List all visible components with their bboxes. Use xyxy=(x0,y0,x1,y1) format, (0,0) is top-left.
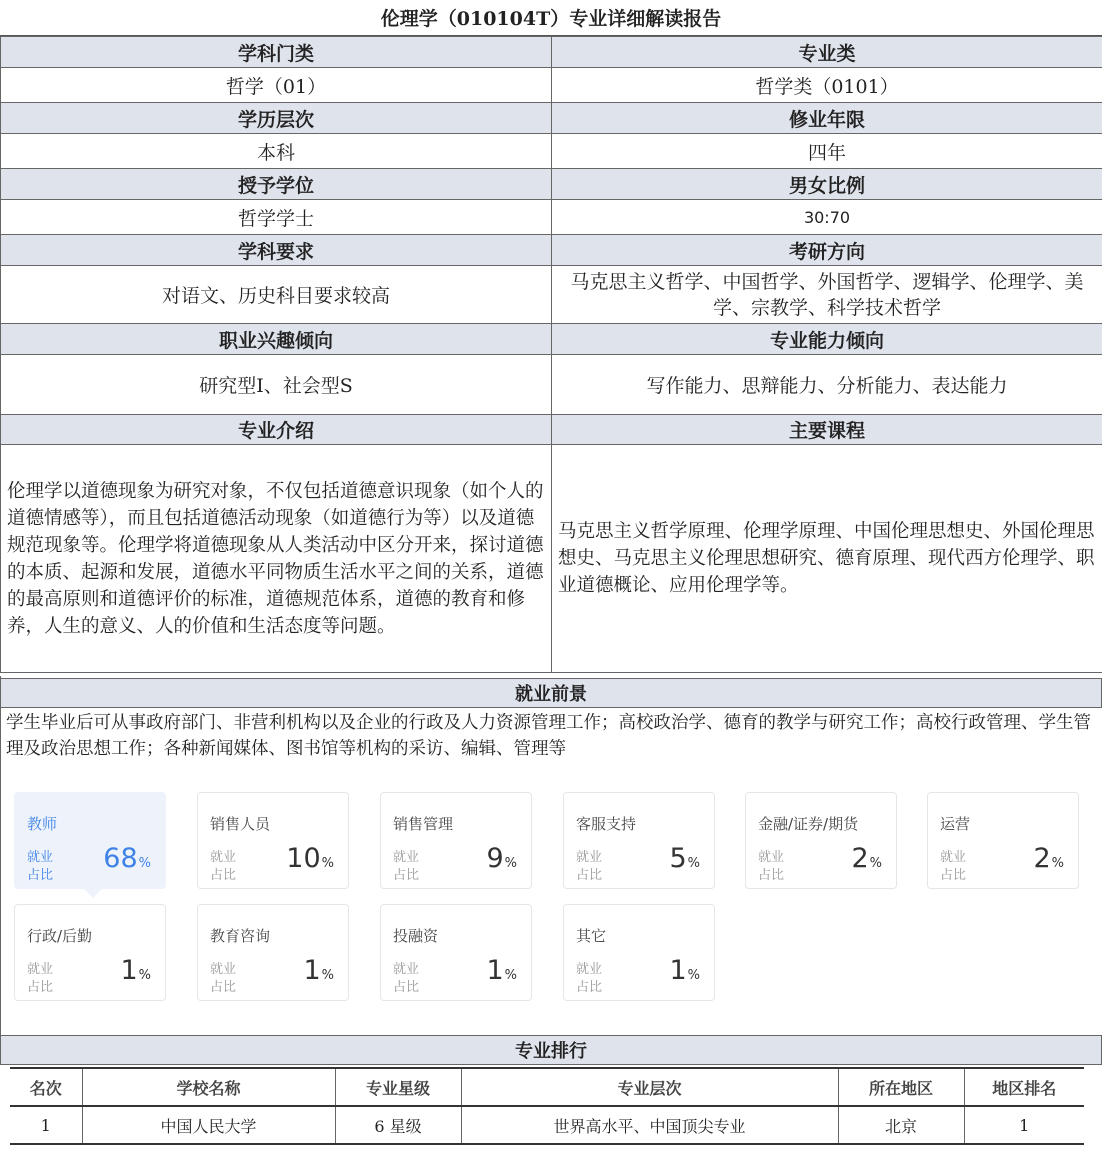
job-card-label-line2: 占比 xyxy=(393,980,420,995)
degree-value: 哲学学士 xyxy=(1,200,552,235)
years-value: 四年 xyxy=(552,134,1102,169)
job-card-label xyxy=(210,849,250,885)
job-card[interactable] xyxy=(927,792,1079,889)
job-card-label-line1: 就业 xyxy=(940,850,967,865)
subject-requirement-label: 学科要求 xyxy=(1,235,552,266)
major-info-table xyxy=(0,36,1102,673)
job-card-name: 金融/证券/期货 xyxy=(758,815,859,833)
interest-label: 职业兴趣倾向 xyxy=(1,324,552,355)
job-card-label xyxy=(576,961,616,997)
job-card-percent-unit: % xyxy=(1051,856,1064,871)
job-card[interactable] xyxy=(380,792,532,889)
job-card-percent xyxy=(851,843,882,874)
level-value: 本科 xyxy=(1,134,552,169)
tier-cell: 世界高水平、中国顶尖专业 xyxy=(461,1106,838,1144)
category-label: 学科门类 xyxy=(1,37,552,68)
job-card-percent xyxy=(486,843,517,874)
job-card-label xyxy=(27,849,67,885)
intro-text: 伦理学以道德现象为研究对象，不仅包括道德意识现象（如个人的道德情感等），而且包括道德活动现象（如道德行为等）以及道德规范现象等。伦理学将道德现象从人类活动中区分开来，探讨道德的本质、起源和发展，道德水平同物质生活水平之间的关系，道德的最高原则和道德评价的标准，道德规范体系，道德的教育和修养，人生的意义、人的价值和生活态度等问题。 xyxy=(1,445,552,673)
job-card-label-line1: 就业 xyxy=(210,850,237,865)
courses-text: 马克思主义哲学原理、伦理学原理、中国伦理思想史、外国伦理思想史、马克思主义伦理思想研究、德育原理、现代西方伦理学、职业道德概论、应用伦理学等。 xyxy=(552,445,1102,673)
graduate-direction-label: 考研方向 xyxy=(552,235,1102,266)
job-card-percent-value: 1 xyxy=(669,955,687,986)
job-card-percent-unit: % xyxy=(869,856,882,871)
job-card-label-line2: 占比 xyxy=(393,868,420,883)
report-title: 伦理学（010104T）专业详细解读报告 xyxy=(0,0,1102,36)
job-distribution-cards xyxy=(14,792,1094,1004)
graduate-direction-value: 马克思主义哲学、中国哲学、外国哲学、逻辑学、伦理学、美学、宗教学、科学技术哲学 xyxy=(552,266,1102,324)
job-card-percent-unit: % xyxy=(687,968,700,983)
category-value: 哲学（01） xyxy=(1,68,552,103)
ability-value: 写作能力、思辩能力、分析能力、表达能力 xyxy=(552,355,1102,415)
job-card-name: 运营 xyxy=(940,815,971,833)
job-card-label xyxy=(393,849,433,885)
level-label: 学历层次 xyxy=(1,103,552,134)
job-card-label xyxy=(758,849,798,885)
job-card-percent-unit: % xyxy=(504,968,517,983)
job-card-label-line1: 就业 xyxy=(393,850,420,865)
jobs-description: 学生毕业后可从事政府部门、非营利机构以及企业的行政及人力资源管理工作；高校政治学、德育的教学与研究工作；高校行政管理、学生管理及政治思想工作；各种新闻媒体、图书馆等机构的采访、编辑、管理等 xyxy=(6,713,1091,759)
job-card-label-line1: 就业 xyxy=(27,850,54,865)
column-header-school: 学校名称 xyxy=(82,1068,335,1106)
job-card-name: 其它 xyxy=(576,927,607,945)
job-card-label-line1: 就业 xyxy=(576,850,603,865)
ratio-label: 男女比例 xyxy=(552,169,1102,200)
subject-requirement-value: 对语文、历史科目要求较高 xyxy=(1,266,552,324)
job-card-name: 教育咨询 xyxy=(210,927,271,945)
job-card-percent xyxy=(286,843,334,874)
job-card-percent-value: 68 xyxy=(103,843,138,874)
job-card-percent-unit: % xyxy=(687,856,700,871)
region-cell: 北京 xyxy=(838,1106,964,1144)
job-card-percent-unit: % xyxy=(321,856,334,871)
ratio-value: 30:70 xyxy=(552,200,1102,235)
job-card-percent-value: 2 xyxy=(1033,843,1051,874)
job-card-percent-unit: % xyxy=(138,856,151,871)
job-card-percent-value: 1 xyxy=(303,955,321,986)
column-header-tier: 专业层次 xyxy=(461,1068,838,1106)
stars-cell: 6 星级 xyxy=(335,1106,461,1144)
job-card-percent xyxy=(669,955,700,986)
job-card[interactable] xyxy=(14,792,166,889)
job-card-label-line2: 占比 xyxy=(758,868,785,883)
job-card-percent-unit: % xyxy=(321,968,334,983)
job-card-label-line2: 占比 xyxy=(27,868,54,883)
job-card-label-line1: 就业 xyxy=(27,962,54,977)
job-card[interactable] xyxy=(745,792,897,889)
job-card-percent xyxy=(120,955,151,986)
job-card[interactable] xyxy=(563,904,715,1001)
ability-label: 专业能力倾向 xyxy=(552,324,1102,355)
job-card-label-line1: 就业 xyxy=(576,962,603,977)
job-card-label xyxy=(27,961,67,997)
job-card-label xyxy=(393,961,433,997)
job-card-percent xyxy=(669,843,700,874)
job-card-label xyxy=(210,961,250,997)
class-label: 专业类 xyxy=(552,37,1102,68)
column-header-region-rank: 地区排名 xyxy=(964,1068,1084,1106)
active-card-pointer xyxy=(83,888,103,898)
job-card-percent-value: 2 xyxy=(851,843,869,874)
job-card-label-line2: 占比 xyxy=(210,868,237,883)
column-header-region: 所在地区 xyxy=(838,1068,964,1106)
column-header-rank: 名次 xyxy=(10,1068,82,1106)
job-card-name: 销售人员 xyxy=(210,815,271,833)
job-card-label-line1: 就业 xyxy=(758,850,785,865)
job-card-name: 客服支持 xyxy=(576,815,637,833)
job-card[interactable] xyxy=(14,904,166,1001)
job-card[interactable] xyxy=(380,904,532,1001)
job-card-percent xyxy=(1033,843,1064,874)
job-card[interactable] xyxy=(197,792,349,889)
job-card-name: 投融资 xyxy=(393,927,439,945)
ranking-section-title: 专业排行 xyxy=(0,1035,1102,1065)
jobs-section-title: 就业前景 xyxy=(0,678,1102,708)
column-header-stars: 专业星级 xyxy=(335,1068,461,1106)
job-card-label-line2: 占比 xyxy=(27,980,54,995)
job-card-percent xyxy=(303,955,334,986)
job-card-percent xyxy=(486,955,517,986)
courses-label: 主要课程 xyxy=(552,415,1102,445)
school-cell: 中国人民大学 xyxy=(82,1106,335,1144)
job-card-name: 行政/后勤 xyxy=(27,927,93,945)
interest-value: 研究型I、社会型S xyxy=(1,355,552,415)
ranking-table xyxy=(10,1067,1084,1145)
intro-label: 专业介绍 xyxy=(1,415,552,445)
job-card-label-line1: 就业 xyxy=(210,962,237,977)
job-card-name: 销售管理 xyxy=(393,815,454,833)
rank-cell: 1 xyxy=(10,1106,82,1144)
years-label: 修业年限 xyxy=(552,103,1102,134)
job-card-name: 教师 xyxy=(27,815,58,833)
job-card-label xyxy=(940,849,980,885)
job-card[interactable] xyxy=(563,792,715,889)
job-card-percent-value: 5 xyxy=(669,843,687,874)
job-card-percent-unit: % xyxy=(138,968,151,983)
job-card-label-line2: 占比 xyxy=(940,868,967,883)
job-card-percent-unit: % xyxy=(504,856,517,871)
job-card[interactable] xyxy=(197,904,349,1001)
job-card-percent-value: 10 xyxy=(286,843,321,874)
section-border xyxy=(0,676,1,1036)
job-card-percent-value: 9 xyxy=(486,843,504,874)
job-card-percent-value: 1 xyxy=(486,955,504,986)
region-rank-cell: 1 xyxy=(964,1106,1084,1144)
degree-label: 授予学位 xyxy=(1,169,552,200)
job-card-percent-value: 1 xyxy=(120,955,138,986)
job-card-label-line1: 就业 xyxy=(393,962,420,977)
job-card-label xyxy=(576,849,616,885)
class-value: 哲学类（0101） xyxy=(552,68,1102,103)
job-card-label-line2: 占比 xyxy=(576,868,603,883)
table-row xyxy=(10,1106,1084,1144)
job-card-label-line2: 占比 xyxy=(210,980,237,995)
job-card-percent xyxy=(103,843,151,874)
ranking-header-row xyxy=(10,1068,1084,1106)
job-card-label-line2: 占比 xyxy=(576,980,603,995)
